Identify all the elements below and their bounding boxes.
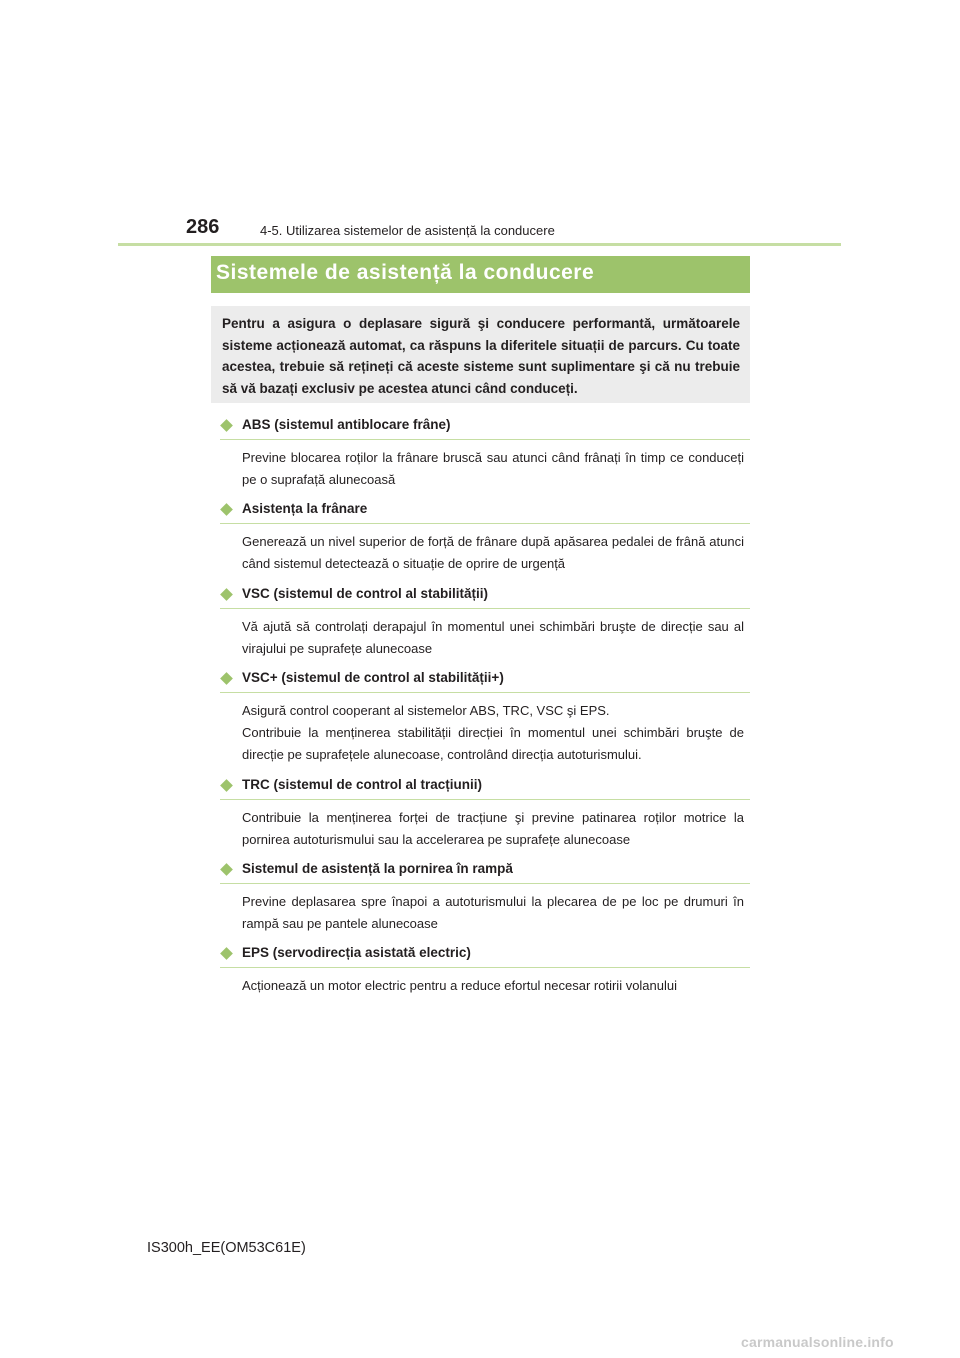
diamond-bullet-icon: [220, 672, 233, 685]
diamond-bullet-icon: [220, 947, 233, 960]
feature-rule: [220, 692, 750, 693]
diamond-bullet-icon: [220, 779, 233, 792]
feature-description-abs: Previne blocarea roților la frânare bruscă sau atunci când frânați în timp ce conduceți pe o suprafață alunecoasă: [242, 450, 744, 487]
feature-title: VSC+ (sistemul de control al stabilității+): [242, 670, 504, 685]
feature-description-eps: Acționează un motor electric pentru a reduce efortul necesar rotirii volanului: [242, 978, 678, 993]
feature-title: Asistența la frânare: [242, 501, 368, 516]
feature-heading-vsc-plus: [220, 672, 750, 694]
watermark-text: carmanualsonline.info: [741, 1334, 894, 1350]
feature-heading-trc: [220, 779, 750, 801]
feature-title: Sistemul de asistență la pornirea în rampă: [242, 861, 513, 876]
feature-rule: [220, 967, 750, 968]
feature-rule: [220, 883, 750, 884]
diamond-bullet-icon: [220, 863, 233, 876]
feature-description-hill-start-assist: Previne deplasarea spre înapoi a autoturismului la plecarea de pe loc pe drumuri în rampă sau pe pantele alunecoase: [242, 894, 744, 931]
feature-rule: [220, 523, 750, 524]
feature-heading-vsc: [220, 588, 750, 610]
feature-rule: [220, 608, 750, 609]
feature-description-vsc: Vă ajută să controlați derapajul în momentul unei schimbări bruşte de direcție sau al virajului pe suprafețe alunecoase: [242, 619, 744, 656]
diamond-bullet-icon: [220, 588, 233, 601]
intro-text: Pentru a asigura o deplasare sigură şi conducere performantă, următoarele sisteme acționează automat, ca răspuns la diferitele situații de parcurs. Cu toate acestea, trebuie să rețineți că aceste sisteme sunt suplimentare şi că nu trebuie să vă bazați exclusiv pe acestea atunci când conduceți.: [222, 316, 740, 396]
model-code: IS300h_EE(OM53C61E): [147, 1240, 306, 1256]
feature-heading-brake-assist: [220, 503, 750, 525]
diamond-bullet-icon: [220, 503, 233, 516]
feature-heading-eps: [220, 947, 750, 969]
feature-title: EPS (servodirecția asistată electric): [242, 945, 471, 960]
feature-description-trc: Contribuie la menținerea forței de tracțiune şi previne patinarea roților motrice la pornirea autoturismului sau la accelerarea pe suprafețe alunecoase: [242, 810, 744, 847]
feature-rule: [220, 799, 750, 800]
feature-title: TRC (sistemul de control al tracțiunii): [242, 777, 483, 792]
feature-heading-abs: [220, 419, 750, 441]
feature-title: ABS (sistemul antiblocare frâne): [242, 417, 451, 432]
section-title: 4-5. Utilizarea sistemelor de asistență la conducere: [260, 223, 555, 238]
feature-title: VSC (sistemul de control al stabilității): [242, 586, 489, 601]
diamond-bullet-icon: [220, 419, 233, 432]
feature-rule: [220, 439, 750, 440]
feature-description-brake-assist: Generează un nivel superior de forță de frânare după apăsarea pedalei de frână atunci când sistemul detectează o situație de oprire de urgență: [242, 534, 744, 571]
feature-description-line: Contribuie la menținerea stabilității direcției în momentul unei schimbări bruşte de direcție pe suprafețele alunecoase, controlând direcția autoturismului.: [242, 725, 744, 762]
page-title: Sistemele de asistență la conducere: [216, 261, 595, 284]
feature-description-vsc-plus: [242, 700, 744, 766]
feature-heading-hill-start-assist: [220, 863, 750, 885]
feature-description-line: Asigură control cooperant al sistemelor ABS, TRC, VSC şi EPS.: [242, 703, 610, 718]
page-number: 286: [186, 216, 220, 238]
